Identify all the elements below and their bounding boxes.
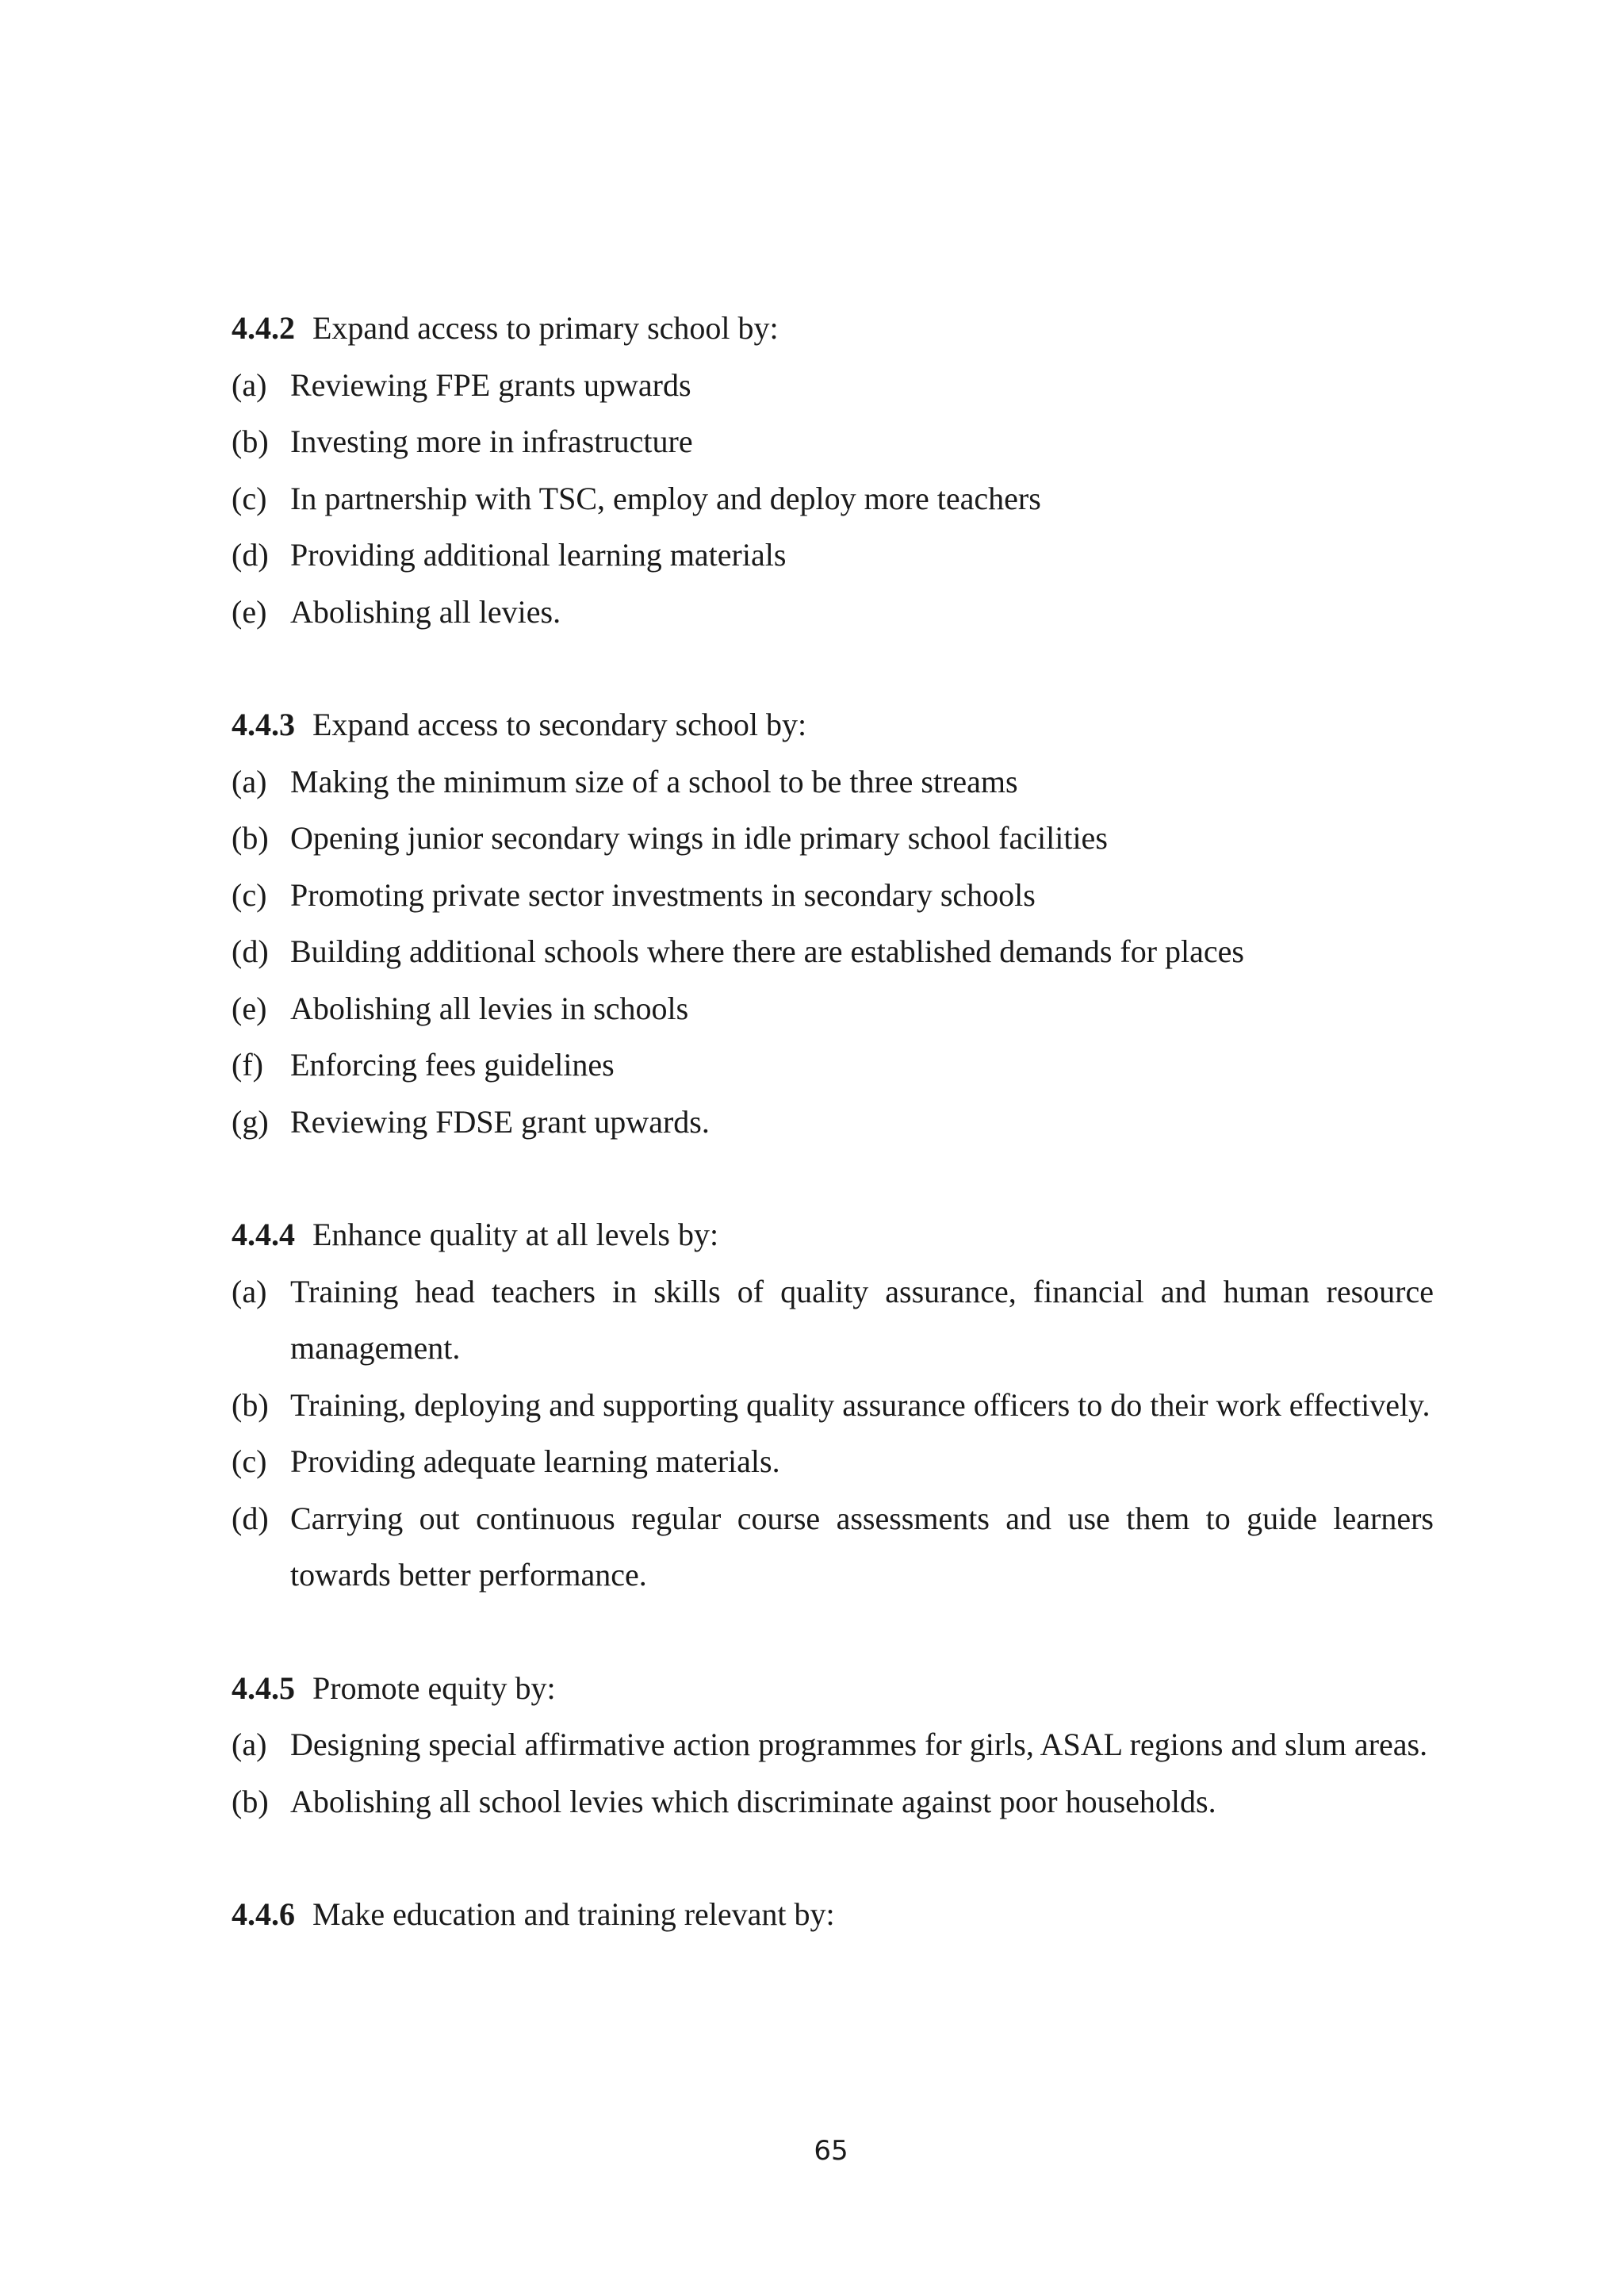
list-item-marker: (b) <box>232 424 269 459</box>
list-item <box>232 867 1434 924</box>
list-item <box>232 470 1434 527</box>
section-4-4-4 <box>232 1206 1434 1604</box>
list-item-text: Designing special affirmative action programmes for girls, ASAL regions and slum areas. <box>290 1727 1428 1762</box>
section-heading <box>232 1886 1434 1943</box>
section-number: 4.4.2 <box>232 310 295 346</box>
list-item <box>232 810 1434 867</box>
section-title: Expand access to primary school by: <box>312 310 779 346</box>
list-item-marker: (e) <box>232 593 267 630</box>
list-item-text: Opening junior secondary wings in idle primary school facilities <box>290 820 1108 856</box>
list-item-marker: (d) <box>232 1500 269 1536</box>
list-item-marker: (b) <box>232 820 269 856</box>
list-item-text: Abolishing all levies in schools <box>290 990 689 1026</box>
page-number: 65 <box>814 2135 848 2167</box>
section-4-4-2 <box>232 300 1434 640</box>
list-item-marker: (c) <box>232 1443 267 1479</box>
list-item <box>232 584 1434 641</box>
section-4-4-6 <box>232 1886 1434 1943</box>
list-item-marker: (a) <box>232 366 267 403</box>
list-item-marker: (b) <box>232 1783 269 1819</box>
section-title: Enhance quality at all levels by: <box>312 1217 719 1252</box>
list-item <box>232 1490 1434 1604</box>
section-heading <box>232 300 1434 357</box>
section-number: 4.4.6 <box>232 1896 295 1932</box>
section-4-4-5 <box>232 1660 1434 1830</box>
section-number: 4.4.3 <box>232 707 295 742</box>
list-item <box>232 1094 1434 1151</box>
list-item <box>232 923 1434 980</box>
list-item <box>232 527 1434 584</box>
list-item <box>232 1037 1434 1094</box>
list-item <box>232 1716 1434 1773</box>
list-item <box>232 1433 1434 1490</box>
section-heading <box>232 696 1434 753</box>
list-item <box>232 1773 1434 1830</box>
list-item-text: Building additional schools where there are established demands for places <box>290 933 1244 969</box>
list-item-text: Promoting private sector investments in secondary schools <box>290 876 1036 913</box>
list-item-text: Carrying out continuous regular course assessments and use them to guide learners towards better performance. <box>290 1500 1434 1593</box>
list-item-marker: (d) <box>232 537 269 573</box>
list-item-marker: (d) <box>232 933 269 969</box>
list-item-text: Making the minimum size of a school to be three streams <box>290 763 1018 799</box>
section-title: Make education and training relevant by: <box>312 1896 835 1932</box>
list-item-text: Providing adequate learning materials. <box>290 1443 780 1479</box>
list-item <box>232 357 1434 414</box>
list-item-marker: (a) <box>232 1727 267 1762</box>
list-item-marker: (e) <box>232 990 267 1026</box>
section-4-4-3 <box>232 696 1434 1150</box>
section-heading <box>232 1660 1434 1717</box>
list-item-marker: (c) <box>232 480 267 516</box>
list-item-text: Abolishing all levies. <box>290 593 561 630</box>
list-item-marker: (a) <box>232 1273 267 1309</box>
list-item <box>232 1263 1434 1377</box>
section-title: Expand access to secondary school by: <box>312 707 807 742</box>
list-item <box>232 1377 1434 1434</box>
list-item-marker: (b) <box>232 1386 269 1423</box>
list-item-text: Investing more in infrastructure <box>290 424 693 459</box>
list-item <box>232 413 1434 470</box>
section-heading <box>232 1206 1434 1263</box>
list-item <box>232 753 1434 811</box>
section-number: 4.4.4 <box>232 1217 295 1252</box>
list-item-marker: (a) <box>232 763 267 799</box>
section-number: 4.4.5 <box>232 1669 295 1706</box>
list-item-text: Reviewing FPE grants upwards <box>290 366 691 403</box>
list-item-marker: (g) <box>232 1103 269 1140</box>
list-item-text: Training, deploying and supporting quality assurance officers to do their work effectively. <box>290 1386 1431 1423</box>
list-item <box>232 980 1434 1037</box>
list-item-marker: (c) <box>232 876 267 913</box>
list-item-text: Abolishing all school levies which discriminate against poor households. <box>290 1783 1216 1819</box>
list-item-text: Enforcing fees guidelines <box>290 1047 615 1083</box>
list-item-text: Reviewing FDSE grant upwards. <box>290 1103 710 1140</box>
section-title: Promote equity by: <box>312 1669 556 1706</box>
list-item-text: Providing additional learning materials <box>290 537 787 573</box>
list-item-marker: (f) <box>232 1047 263 1083</box>
list-item-text: Training head teachers in skills of quality assurance, financial and human resource management. <box>290 1273 1434 1366</box>
page-content <box>232 300 1434 1999</box>
list-item-text: In partnership with TSC, employ and deploy more teachers <box>290 480 1041 516</box>
